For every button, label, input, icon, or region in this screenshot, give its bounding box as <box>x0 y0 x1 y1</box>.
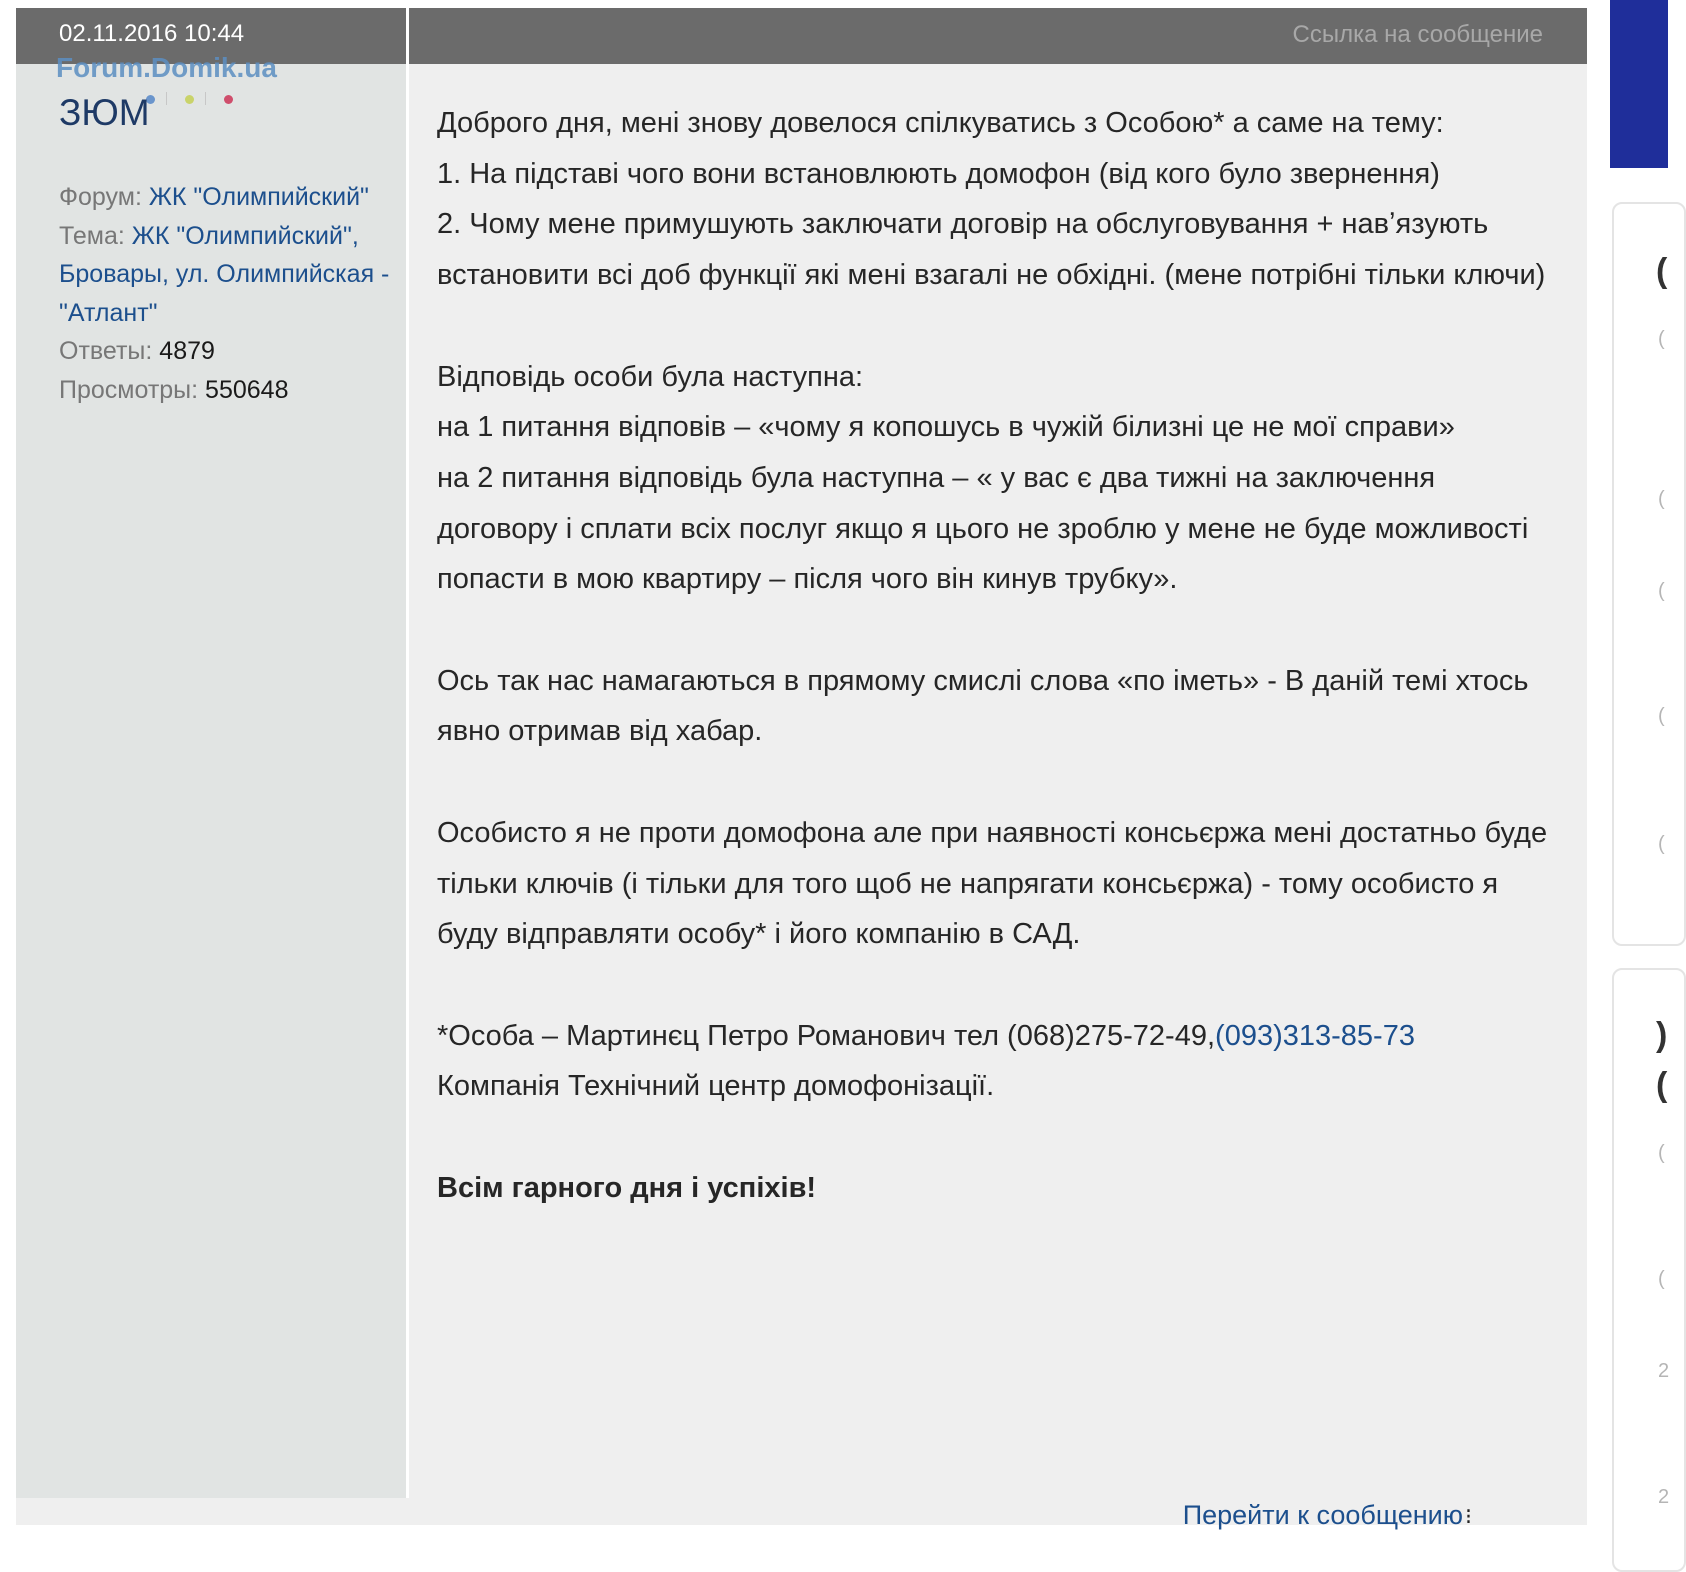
goto-message-label: Перейти к сообщению <box>1182 1500 1463 1530</box>
author-name[interactable]: ЗЮМ <box>59 92 150 133</box>
views-label: Просмотры: <box>59 375 199 404</box>
panel-divider <box>406 64 409 1498</box>
side-card <box>1612 968 1686 1572</box>
replies-label: Ответы: <box>59 337 153 365</box>
closing-line: Всім гарного дня і успіхів! <box>437 1171 817 1204</box>
cutoff-glyph: ( <box>1658 1268 1665 1290</box>
watermark-dots <box>146 92 266 106</box>
message-paragraph: Відповідь особи була наступна: <box>437 360 864 393</box>
message-paragraph: 2. Чому мене примушують заключати договір на обслуговування + навʼязують встановити всі доб функції які мені взагалі не обхідні. (мене потрібні тільки ключи) <box>437 208 1546 292</box>
cutoff-glyph: ( <box>1658 1142 1665 1164</box>
message-link[interactable]: Ссылка на сообщение <box>1292 21 1543 48</box>
cutoff-glyph: 2 <box>1658 1360 1670 1382</box>
post-date: 02.11.2016 10:44 <box>59 20 245 47</box>
ad-banner[interactable] <box>1610 0 1668 168</box>
cutoff-glyph: ) <box>1656 1016 1668 1054</box>
cutoff-glyph: ( <box>1658 488 1665 510</box>
cutoff-glyph: ( <box>1658 833 1665 855</box>
cutoff-glyph: ( <box>1656 1066 1668 1104</box>
topic-label: Тема: <box>59 221 125 250</box>
message-paragraph: Особисто я не проти домофона але при наявності консьєржа мені достатньо буде тільки ключів (і тільки для того щоб не напрягати консьєржа) - тому особисто я буду відправляти особу* і його компанію в САД. <box>437 816 1548 951</box>
message-paragraph: на 2 питання відповідь була наступна – « у вас є два тижні на заключення договору і сплати всіх послуг якщо я цього не зроблю у мене не буде можливості попасти в мою квартиру – після чого він кинув трубку». <box>437 461 1529 596</box>
contact-line <box>437 1011 1557 1062</box>
message-paragraph: Доброго дня, мені знову довелося спілкуватись з Особою* а саме на тему: <box>437 107 1444 139</box>
cutoff-glyph: ( <box>1658 705 1665 727</box>
message-paragraph: Ось так нас намагаються в прямому смислі слова «по іметь» - В даній темі хтось явно отримав від хабар. <box>437 664 1529 748</box>
views-count: 550648 <box>205 375 289 404</box>
side-card <box>1612 202 1686 946</box>
topic-link[interactable]: ЖК "Олимпийский", Бровары, ул. Олимпийская - "Атлант" <box>59 221 390 327</box>
contact-text: *Особа – Мартинєц Петро Романович тел (068)275-72-49, <box>437 1019 1216 1052</box>
cutoff-glyph: 2 <box>1658 1486 1670 1508</box>
arrow-icon: ⁝ <box>1465 1504 1472 1529</box>
cutoff-glyph: ( <box>1658 328 1665 350</box>
header-divider <box>406 8 409 64</box>
message-body <box>437 98 1557 1213</box>
goto-message-link[interactable] <box>1183 1500 1472 1531</box>
message-paragraph: на 1 питання відповів – «чому я копошусь в чужій білизні це не мої справи» <box>437 411 1455 444</box>
topic-meta <box>59 178 399 409</box>
message-paragraph: Компанія Технічний центр домофонізації. <box>437 1070 995 1103</box>
phone-link[interactable]: (093)313-85-73 <box>1215 1019 1415 1052</box>
cutoff-glyph: ( <box>1658 580 1665 602</box>
forum-label: Форум: <box>59 183 142 211</box>
watermark-logo: Forum.Domik.ua <box>56 52 277 83</box>
cutoff-glyph: ( <box>1656 252 1668 290</box>
replies-count: 4879 <box>159 337 215 365</box>
message-paragraph: 1. На підставі чого вони встановлюють домофон (від кого було звернення) <box>437 157 1440 190</box>
forum-link[interactable]: ЖК "Олимпийский" <box>148 183 369 211</box>
